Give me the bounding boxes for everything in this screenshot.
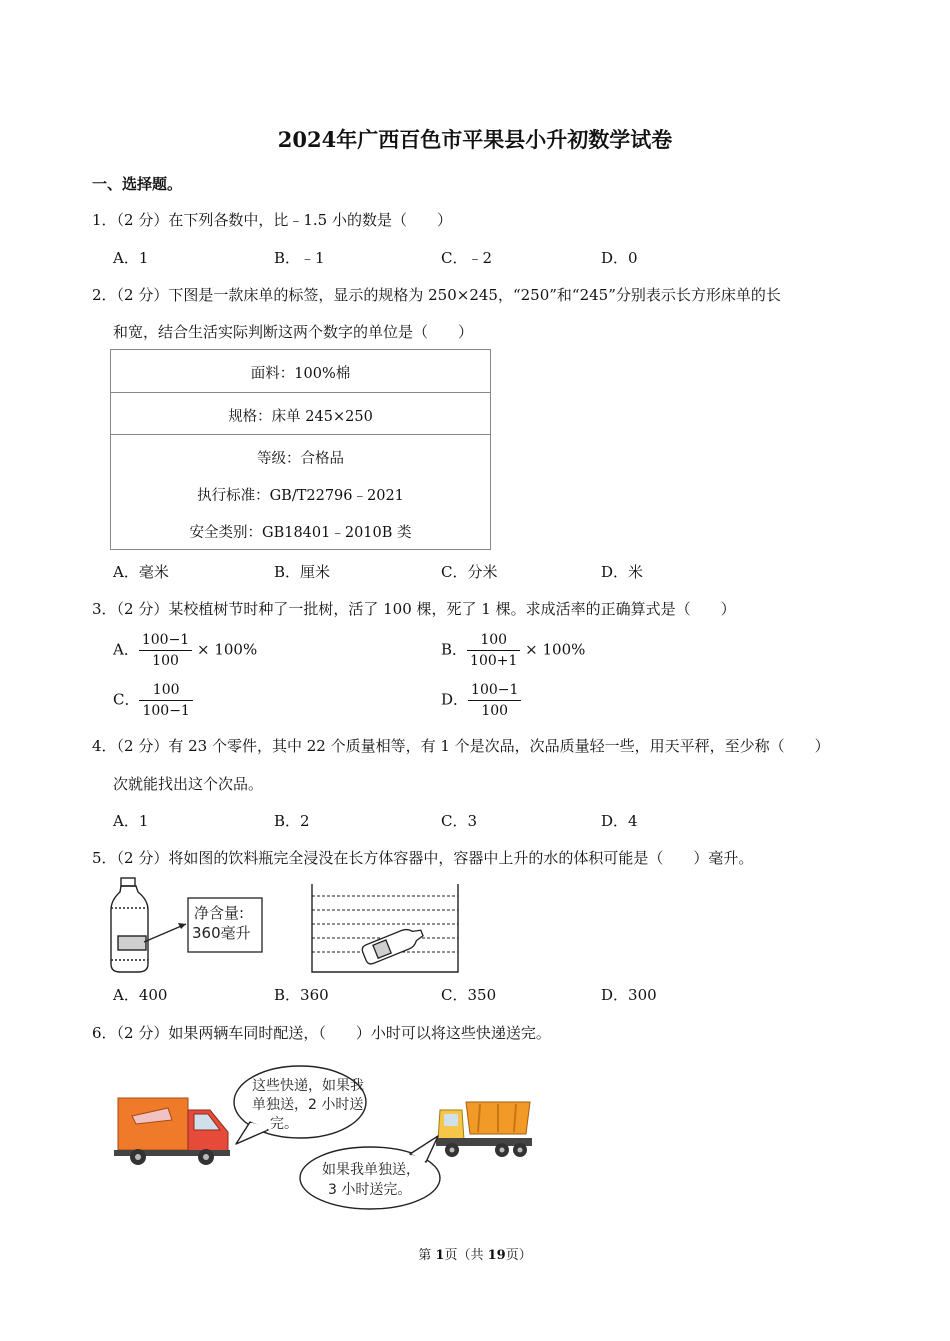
bottle-label-line-1: 净含量: bbox=[194, 904, 245, 922]
question-4-stem-line-2: 次就能找出这个次品。 bbox=[113, 775, 264, 793]
numerator: 100−1 bbox=[468, 680, 521, 701]
multiplier: × 100% bbox=[525, 640, 586, 659]
bubble-2-line-1: 如果我单独送， bbox=[322, 1162, 420, 1178]
question-2-option-b: B．厘米 bbox=[274, 563, 331, 581]
speech-bubble-van bbox=[234, 1066, 366, 1144]
question-5-stem: 5．（2 分）将如图的饮料瓶完全浸没在长方体容器中，容器中上升的水的体积可能是（ ）毫升。 bbox=[92, 849, 754, 867]
question-5-option-d: D．300 bbox=[601, 986, 657, 1004]
pointer-arrow bbox=[144, 924, 186, 942]
bottle-and-container-figure bbox=[108, 876, 468, 976]
denominator: 100 bbox=[481, 703, 509, 719]
footer-suffix: 页） bbox=[505, 1248, 532, 1263]
option-letter: A． bbox=[113, 640, 139, 659]
question-2-option-a: A．毫米 bbox=[113, 563, 169, 581]
water-container-icon bbox=[312, 884, 458, 972]
question-3-option-a bbox=[113, 630, 257, 671]
footer-prefix: 第 bbox=[418, 1248, 436, 1263]
exam-title: 2024年广西百色市平果县小升初数学试卷 bbox=[277, 127, 673, 152]
footer-page-number: 1 bbox=[435, 1248, 445, 1263]
footer-total-pages: 19 bbox=[487, 1248, 506, 1263]
numerator: 100−1 bbox=[139, 630, 192, 651]
fraction bbox=[467, 630, 520, 671]
numerator: 100 bbox=[467, 630, 520, 651]
section-heading: 一、选择题。 bbox=[92, 175, 183, 193]
question-3-stem: 3．（2 分）某校植树节时种了一批树，活了 100 棵，死了 1 棵。求成活率的正确算式是（ ） bbox=[92, 600, 736, 618]
multiplier: × 100% bbox=[196, 640, 258, 659]
question-2-stem-line-1: 2．（2 分）下图是一款床单的标签，显示的规格为 250×245，“250”和“245”分别表示长方形床单的长 bbox=[92, 286, 781, 304]
fraction bbox=[139, 680, 192, 721]
label-row-standard: 执行标准：GB/T22796﹣2021 bbox=[197, 488, 404, 504]
numerator: 100 bbox=[139, 680, 192, 701]
delivery-van-icon bbox=[114, 1098, 230, 1165]
denominator: 100+1 bbox=[470, 653, 518, 669]
label-row-fabric: 面料：100%棉 bbox=[250, 366, 351, 382]
bedsheet-label-table bbox=[110, 349, 491, 550]
footer-middle: 页（共 bbox=[444, 1248, 488, 1263]
bubble-1-line-1: 这些快递，如果我 bbox=[252, 1078, 364, 1094]
question-1-option-a: A．1 bbox=[113, 249, 149, 267]
question-5-option-c: C．350 bbox=[441, 986, 497, 1004]
question-3-option-c bbox=[113, 680, 193, 721]
delivery-trucks-figure bbox=[110, 1058, 540, 1213]
question-4-option-b: B．2 bbox=[274, 812, 310, 830]
bubble-1-line-2: 单独送，2 小时送 bbox=[252, 1097, 364, 1113]
question-1-option-c: C．﹣2 bbox=[441, 249, 493, 267]
bubble-1-line-3: 完。 bbox=[270, 1116, 298, 1132]
question-1-option-b: B．﹣1 bbox=[274, 249, 325, 267]
option-letter: D． bbox=[441, 690, 469, 709]
option-letter: B． bbox=[441, 640, 468, 659]
question-1-stem: 1．（2 分）在下列各数中，比﹣1.5 小的数是（ ） bbox=[92, 211, 452, 229]
question-6-stem: 6．（2 分）如果两辆车同时配送，（ ）小时可以将这些快递送完。 bbox=[92, 1024, 551, 1042]
question-5-option-b: B．360 bbox=[274, 986, 329, 1004]
question-4-option-a: A．1 bbox=[113, 812, 149, 830]
question-2-option-d: D．米 bbox=[601, 563, 644, 581]
fraction bbox=[139, 630, 192, 671]
label-divider bbox=[111, 392, 490, 393]
question-4-option-c: C．3 bbox=[441, 812, 478, 830]
denominator: 100 bbox=[152, 653, 179, 669]
speech-bubble-truck bbox=[300, 1136, 440, 1209]
question-3-option-d bbox=[441, 680, 521, 721]
label-divider bbox=[111, 434, 490, 435]
question-2-stem-line-2: 和宽，结合生活实际判断这两个数字的单位是（ ） bbox=[113, 323, 474, 341]
question-5-option-a: A．400 bbox=[113, 986, 168, 1004]
label-row-spec: 规格：床单 245×250 bbox=[228, 409, 373, 425]
question-3-option-b bbox=[441, 630, 585, 671]
page-footer bbox=[0, 1244, 950, 1263]
question-2-option-c: C．分米 bbox=[441, 563, 498, 581]
dump-truck-icon bbox=[436, 1102, 532, 1157]
question-4-option-d: D．4 bbox=[601, 812, 638, 830]
bottle-icon bbox=[111, 878, 148, 972]
denominator: 100−1 bbox=[142, 703, 190, 719]
fraction bbox=[468, 680, 521, 721]
bubble-2-line-2: 3 小时送完。 bbox=[328, 1182, 412, 1198]
label-row-safety: 安全类别：GB18401﹣2010B 类 bbox=[189, 525, 412, 541]
question-1-option-d: D．0 bbox=[601, 249, 638, 267]
label-row-grade: 等级：合格品 bbox=[257, 451, 344, 467]
bottle-label-line-2: 360毫升 bbox=[192, 924, 251, 942]
question-4-stem-line-1: 4．（2 分）有 23 个零件，其中 22 个质量相等，有 1 个是次品，次品质量轻一些，用天平秤，至少称（ ） bbox=[92, 737, 830, 755]
option-letter: C． bbox=[113, 690, 140, 709]
